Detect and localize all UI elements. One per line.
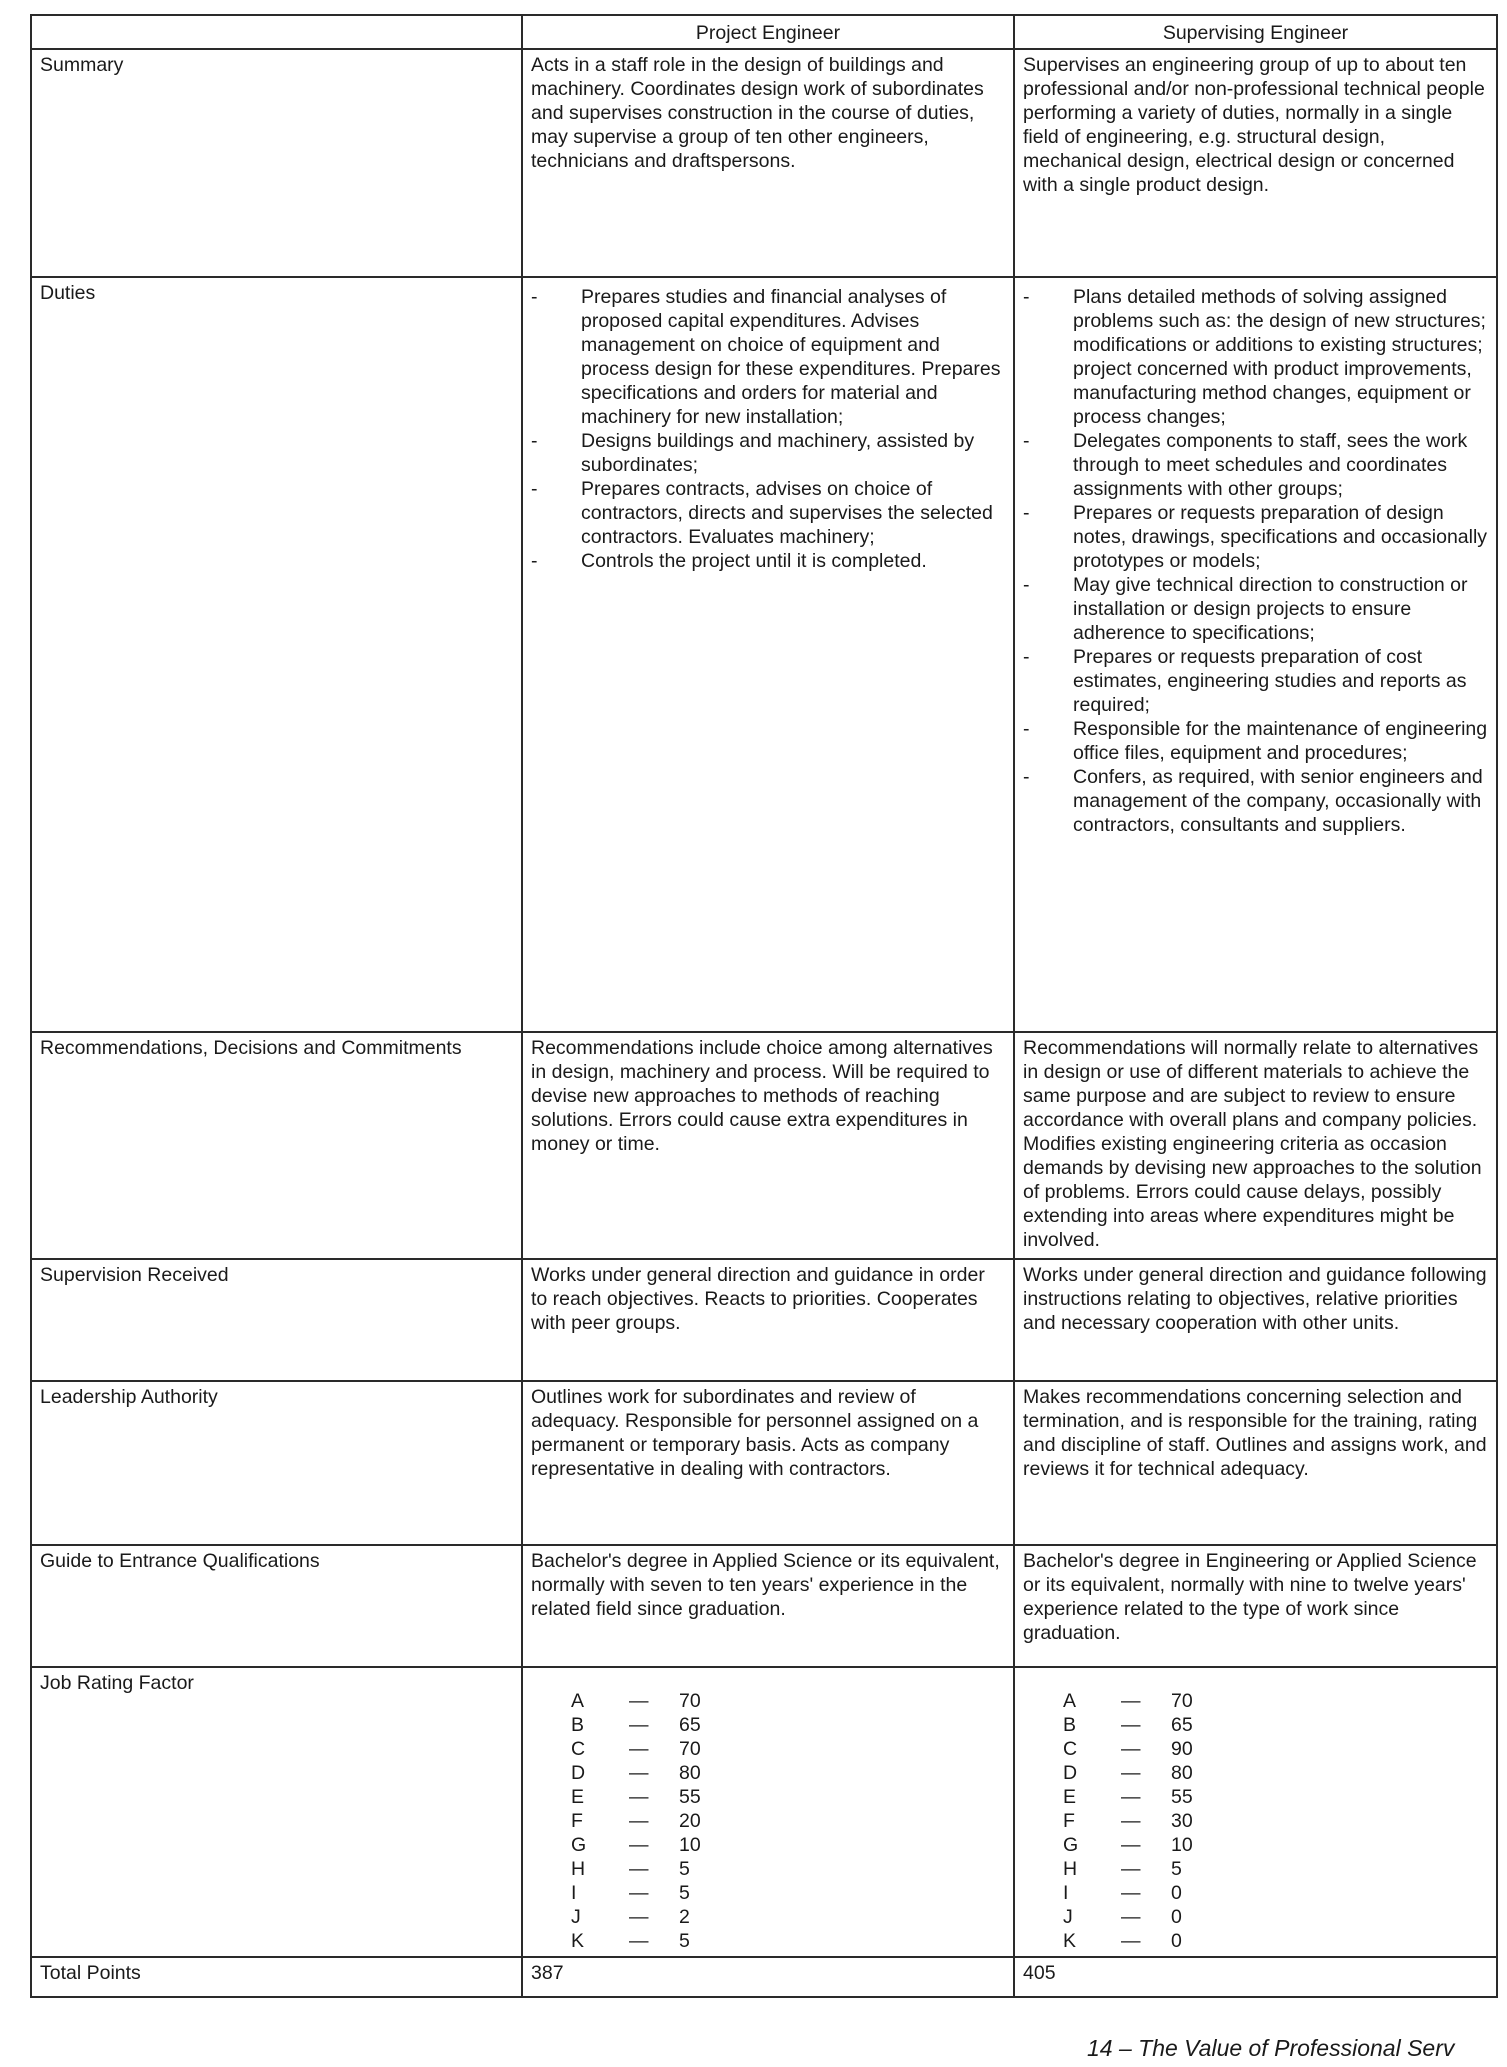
recommendations-project-engineer: Recommendations include choice among alternatives in design, machinery and process. Will be required to devise new approaches to methods of reaching solutions. Errors could cause extra expenditures in money or time. bbox=[522, 1032, 1014, 1259]
duty-item bbox=[1023, 285, 1488, 429]
rating-factor-points: 70 bbox=[679, 1738, 701, 1760]
total-supervising-engineer: 405 bbox=[1014, 1957, 1497, 1997]
header-empty-cell bbox=[31, 15, 522, 49]
column-header-project-engineer: Project Engineer bbox=[522, 15, 1014, 49]
row-label-recommendations: Recommendations, Decisions and Commitments bbox=[31, 1032, 522, 1259]
rating-separator: — bbox=[1121, 1738, 1141, 1760]
rating-row bbox=[31, 1667, 1497, 1957]
rating-factor-row bbox=[571, 1785, 1005, 1809]
bullet-dash: - bbox=[1023, 286, 1030, 308]
rating-factor-letter: J bbox=[571, 1906, 581, 1928]
qualifications-supervising-engineer: Bachelor's degree in Engineering or Applied Science or its equivalent, normally with nine to twelve years' experience related to the type of work since graduation. bbox=[1014, 1545, 1497, 1667]
rating-factor-letter: D bbox=[571, 1762, 586, 1784]
bullet-dash: - bbox=[1023, 646, 1030, 668]
duty-text: Designs buildings and machinery, assisted by subordinates; bbox=[581, 430, 975, 476]
bullet-dash: - bbox=[531, 478, 538, 500]
rating-list-supervising-engineer bbox=[1063, 1689, 1488, 1953]
rating-factor-row bbox=[1063, 1929, 1488, 1953]
duty-text: Prepares studies and financial analyses of proposed capital expenditures. Advises management on choice of equipment and process design for these expenditures. Prepares specifications and orders for material and machinery for new installation; bbox=[581, 286, 1001, 428]
rating-factor-row bbox=[1063, 1905, 1488, 1929]
page-footer: 14 – The Value of Professional Serv bbox=[1087, 2035, 1455, 2061]
rating-factor-row bbox=[571, 1881, 1005, 1905]
rating-factor-letter: I bbox=[1063, 1882, 1069, 1904]
rating-factor-points: 0 bbox=[1171, 1930, 1182, 1952]
rating-separator: — bbox=[1121, 1834, 1141, 1856]
rating-factor-points: 30 bbox=[1171, 1810, 1193, 1832]
rating-factor-letter: B bbox=[571, 1714, 585, 1736]
rating-factor-row bbox=[1063, 1785, 1488, 1809]
duties-supervising-engineer bbox=[1014, 277, 1497, 1032]
rating-factor-points: 65 bbox=[1171, 1714, 1193, 1736]
rating-supervising-engineer bbox=[1014, 1667, 1497, 1957]
rating-factor-row bbox=[571, 1857, 1005, 1881]
supervision-supervising-engineer: Works under general direction and guidance following instructions relating to objectives, relative priorities and necessary cooperation with other units. bbox=[1014, 1259, 1497, 1381]
rating-factor-letter: J bbox=[1063, 1906, 1073, 1928]
duty-text: Prepares or requests preparation of cost estimates, engineering studies and reports as required; bbox=[1073, 646, 1467, 716]
rating-separator: — bbox=[629, 1930, 649, 1952]
rating-factor-letter: F bbox=[1063, 1810, 1075, 1832]
bullet-dash: - bbox=[1023, 430, 1030, 452]
bullet-dash: - bbox=[1023, 574, 1030, 596]
rating-separator: — bbox=[629, 1834, 649, 1856]
rating-separator: — bbox=[1121, 1810, 1141, 1832]
rating-factor-points: 80 bbox=[679, 1762, 701, 1784]
rating-separator: — bbox=[629, 1738, 649, 1760]
rating-factor-points: 55 bbox=[679, 1786, 701, 1808]
rating-factor-letter: I bbox=[571, 1882, 577, 1904]
rating-factor-points: 80 bbox=[1171, 1762, 1193, 1784]
rating-factor-row bbox=[1063, 1833, 1488, 1857]
rating-factor-letter: A bbox=[571, 1690, 585, 1712]
rating-factor-points: 5 bbox=[679, 1858, 690, 1880]
duties-list-project-engineer bbox=[531, 285, 1005, 573]
rating-factor-row bbox=[1063, 1857, 1488, 1881]
duty-text: Prepares or requests preparation of design notes, drawings, specifications and occasionally prototypes or models; bbox=[1073, 502, 1488, 572]
rating-factor-row bbox=[571, 1689, 1005, 1713]
rating-factor-points: 0 bbox=[1171, 1882, 1182, 1904]
duty-item bbox=[1023, 765, 1488, 837]
bullet-dash: - bbox=[1023, 766, 1030, 788]
rating-factor-row bbox=[571, 1833, 1005, 1857]
row-label-supervision: Supervision Received bbox=[31, 1259, 522, 1381]
duty-item bbox=[531, 549, 1005, 573]
column-header-supervising-engineer: Supervising Engineer bbox=[1014, 15, 1497, 49]
rating-separator: — bbox=[629, 1882, 649, 1904]
rating-factor-points: 55 bbox=[1171, 1786, 1193, 1808]
job-comparison-table bbox=[30, 14, 1498, 1998]
total-project-engineer: 387 bbox=[522, 1957, 1014, 1997]
rating-factor-letter: C bbox=[571, 1738, 586, 1760]
rating-separator: — bbox=[1121, 1762, 1141, 1784]
duty-text: Plans detailed methods of solving assigned problems such as: the design of new structures; modifications or additions to existing structures; project concerned with product improvements, manufacturing method changes, equipment or process changes; bbox=[1073, 286, 1486, 428]
duty-item bbox=[531, 429, 1005, 477]
rating-factor-row bbox=[571, 1761, 1005, 1785]
rating-factor-letter: F bbox=[571, 1810, 583, 1832]
rating-factor-letter: C bbox=[1063, 1738, 1078, 1760]
rating-factor-points: 5 bbox=[679, 1882, 690, 1904]
rating-factor-letter: E bbox=[571, 1786, 585, 1808]
bullet-dash: - bbox=[531, 430, 538, 452]
qualifications-row bbox=[31, 1545, 1497, 1667]
leadership-supervising-engineer: Makes recommendations concerning selection and termination, and is responsible for the training, rating and discipline of staff. Outlines and assigns work, and reviews it for technical adequacy. bbox=[1014, 1381, 1497, 1545]
rating-factor-points: 0 bbox=[1171, 1906, 1182, 1928]
total-row bbox=[31, 1957, 1497, 1997]
leadership-project-engineer: Outlines work for subordinates and review of adequacy. Responsible for personnel assigned on a permanent or temporary basis. Acts as company representative in dealing with contractors. bbox=[522, 1381, 1014, 1545]
rating-project-engineer bbox=[522, 1667, 1014, 1957]
row-label-leadership: Leadership Authority bbox=[31, 1381, 522, 1545]
bullet-dash: - bbox=[531, 286, 538, 308]
duty-item bbox=[1023, 501, 1488, 573]
rating-separator: — bbox=[1121, 1786, 1141, 1808]
rating-separator: — bbox=[629, 1906, 649, 1928]
duty-item bbox=[1023, 645, 1488, 717]
duties-row bbox=[31, 277, 1497, 1032]
rating-factor-row bbox=[1063, 1881, 1488, 1905]
rating-factor-letter: A bbox=[1063, 1690, 1077, 1712]
summary-project-engineer: Acts in a staff role in the design of buildings and machinery. Coordinates design work of subordinates and supervises construction in the course of duties, may supervise a group of ten other engineers, technicians and draftspersons. bbox=[522, 49, 1014, 277]
rating-factor-points: 5 bbox=[1171, 1858, 1182, 1880]
rating-factor-points: 5 bbox=[679, 1930, 690, 1952]
qualifications-project-engineer: Bachelor's degree in Applied Science or its equivalent, normally with seven to ten years' experience in the related field since graduation. bbox=[522, 1545, 1014, 1667]
duty-item bbox=[1023, 429, 1488, 501]
rating-factor-points: 70 bbox=[679, 1690, 701, 1712]
rating-factor-row bbox=[1063, 1737, 1488, 1761]
rating-factor-letter: G bbox=[1063, 1834, 1079, 1856]
rating-list-project-engineer bbox=[571, 1689, 1005, 1953]
rating-factor-points: 65 bbox=[679, 1714, 701, 1736]
duty-item bbox=[1023, 573, 1488, 645]
rating-separator: — bbox=[629, 1714, 649, 1736]
rating-factor-letter: E bbox=[1063, 1786, 1077, 1808]
row-label-rating: Job Rating Factor bbox=[31, 1667, 522, 1957]
duty-text: Responsible for the maintenance of engineering office files, equipment and procedures; bbox=[1073, 718, 1488, 764]
bullet-dash: - bbox=[1023, 718, 1030, 740]
rating-separator: — bbox=[1121, 1690, 1141, 1712]
rating-factor-letter: K bbox=[1063, 1930, 1077, 1952]
rating-factor-points: 10 bbox=[1171, 1834, 1193, 1856]
duties-list-supervising-engineer bbox=[1023, 285, 1488, 837]
rating-factor-row bbox=[571, 1809, 1005, 1833]
rating-separator: — bbox=[629, 1690, 649, 1712]
row-label-duties: Duties bbox=[31, 277, 522, 1032]
duty-text: Prepares contracts, advises on choice of contractors, directs and supervises the selected contractors. Evaluates machinery; bbox=[581, 478, 993, 548]
rating-factor-letter: G bbox=[571, 1834, 587, 1856]
rating-factor-letter: H bbox=[1063, 1858, 1078, 1880]
rating-factor-row bbox=[1063, 1713, 1488, 1737]
rating-factor-row bbox=[571, 1713, 1005, 1737]
rating-separator: — bbox=[1121, 1882, 1141, 1904]
rating-factor-row bbox=[1063, 1761, 1488, 1785]
rating-factor-row bbox=[1063, 1809, 1488, 1833]
rating-factor-row bbox=[571, 1929, 1005, 1953]
rating-separator: — bbox=[629, 1786, 649, 1808]
rating-factor-points: 70 bbox=[1171, 1690, 1193, 1712]
row-label-qualifications: Guide to Entrance Qualifications bbox=[31, 1545, 522, 1667]
rating-factor-letter: D bbox=[1063, 1762, 1078, 1784]
duty-item bbox=[1023, 717, 1488, 765]
duty-text: Delegates components to staff, sees the work through to meet schedules and coordinates assignments with other groups; bbox=[1073, 430, 1468, 500]
rating-factor-points: 90 bbox=[1171, 1738, 1193, 1760]
rating-separator: — bbox=[629, 1762, 649, 1784]
header-row bbox=[31, 15, 1497, 49]
rating-factor-row bbox=[571, 1737, 1005, 1761]
bullet-dash: - bbox=[1023, 502, 1030, 524]
supervision-row bbox=[31, 1259, 1497, 1381]
rating-separator: — bbox=[629, 1810, 649, 1832]
rating-factor-letter: H bbox=[571, 1858, 586, 1880]
rating-factor-row bbox=[571, 1905, 1005, 1929]
bullet-dash: - bbox=[531, 550, 538, 572]
rating-factor-points: 2 bbox=[679, 1906, 690, 1928]
rating-factor-points: 20 bbox=[679, 1810, 701, 1832]
recommendations-supervising-engineer: Recommendations will normally relate to alternatives in design or use of different materials to achieve the same purpose and are subject to review to ensure accordance with overall plans and company policies. Modifies existing engineering criteria as occasion demands by devising new approaches to the solution of problems. Errors could cause delays, possibly extending into areas where expenditures might be involved. bbox=[1014, 1032, 1497, 1259]
duty-text: May give technical direction to construction or installation or design projects to ensure adherence to specifications; bbox=[1073, 574, 1468, 644]
summary-row bbox=[31, 49, 1497, 277]
rating-factor-row bbox=[1063, 1689, 1488, 1713]
row-label-summary: Summary bbox=[31, 49, 522, 277]
supervision-project-engineer: Works under general direction and guidance in order to reach objectives. Reacts to priorities. Cooperates with peer groups. bbox=[522, 1259, 1014, 1381]
recommendations-row bbox=[31, 1032, 1497, 1259]
rating-factor-letter: B bbox=[1063, 1714, 1077, 1736]
rating-separator: — bbox=[1121, 1714, 1141, 1736]
rating-separator: — bbox=[1121, 1930, 1141, 1952]
duty-item bbox=[531, 477, 1005, 549]
rating-separator: — bbox=[1121, 1906, 1141, 1928]
rating-separator: — bbox=[1121, 1858, 1141, 1880]
rating-factor-letter: K bbox=[571, 1930, 585, 1952]
duty-item bbox=[531, 285, 1005, 429]
rating-factor-points: 10 bbox=[679, 1834, 701, 1856]
duty-text: Confers, as required, with senior engineers and management of the company, occasionally with contractors, consultants and suppliers. bbox=[1073, 766, 1483, 836]
duties-project-engineer bbox=[522, 277, 1014, 1032]
rating-separator: — bbox=[629, 1858, 649, 1880]
summary-supervising-engineer: Supervises an engineering group of up to about ten professional and/or non-professional technical people performing a variety of duties, normally in a single field of engineering, e.g. structural design, mechanical design, electrical design or concerned with a single product design. bbox=[1014, 49, 1497, 277]
duty-text: Controls the project until it is completed. bbox=[581, 550, 927, 572]
row-label-total: Total Points bbox=[31, 1957, 522, 1997]
leadership-row bbox=[31, 1381, 1497, 1545]
